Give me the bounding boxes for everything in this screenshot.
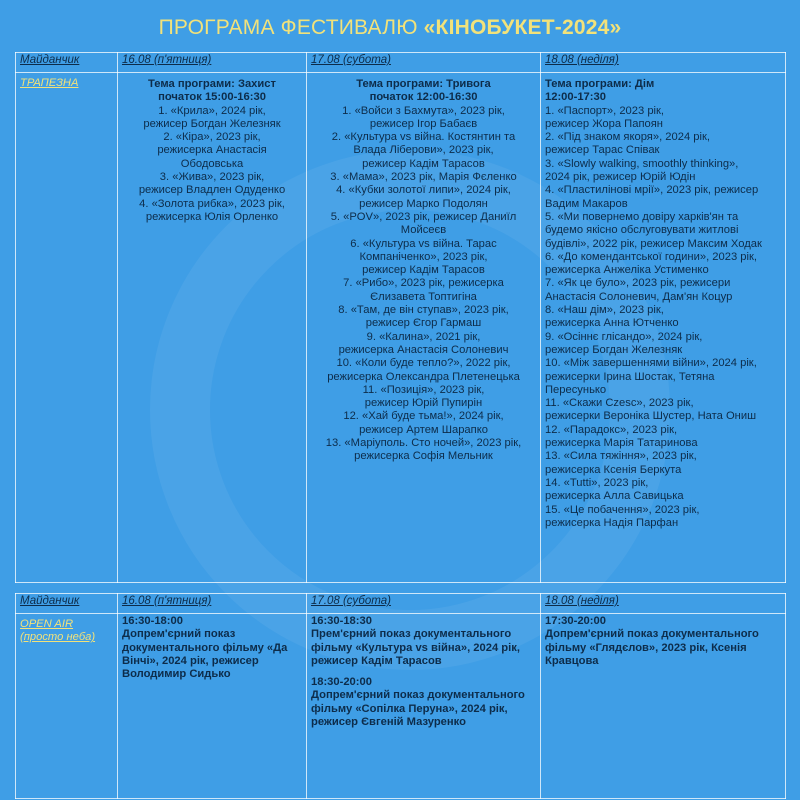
film-line: 7. «Як це було», 2023 рік, режисери	[545, 277, 731, 290]
film-line: режисерка Юлія Орленко	[145, 210, 279, 223]
film-line: Мойсеєв	[400, 224, 447, 237]
table-header-row	[16, 53, 786, 73]
film-line: режисер Кадім Тарасов	[362, 264, 485, 277]
program-table-open-air	[15, 593, 786, 799]
film-line: будівлі», 2022 рік, режисер Максим Ходак	[545, 237, 762, 250]
film-list	[545, 105, 781, 531]
film-line: 4. «Пластилінові мрії», 2023 рік, режисер	[545, 184, 759, 197]
day-header-17: 17.08 (субота)	[307, 53, 541, 73]
film-line: режисерки Ірина Шостак, Тетяна	[545, 370, 715, 383]
program-row	[16, 73, 786, 583]
day-header-18: 18.08 (неділя)	[541, 53, 786, 73]
film-line: режисерка Софія Мельник	[354, 450, 493, 463]
film-line: 2024 рік, режисер Юрій Юдін	[545, 171, 696, 184]
film-line: режисерка Ксенія Беркута	[545, 463, 682, 476]
film-line: Пересунько	[545, 383, 607, 396]
day-cell-18	[541, 73, 786, 583]
program-theme: Тема програми: Захист початок 15:00-16:30	[148, 78, 276, 104]
film-list	[311, 105, 536, 464]
film-line: 13. «Сила тяжіння», 2023 рік,	[545, 450, 697, 463]
film-line: 15. «Це побачення», 2023 рік,	[545, 503, 700, 516]
film-line: Вадим Макаров	[545, 197, 628, 210]
film-line: режисерка Марія Татаринова	[545, 437, 698, 450]
film-line: режисер Владлен Одуденко	[138, 184, 286, 197]
film-line: режисерка Анжеліка Устименко	[545, 264, 709, 277]
event-description: Прем'єрний показ документального фільму «Культура vs війна», 2024 рік, режисер Кадім Тарасов	[311, 628, 520, 667]
film-line: 10. «Коли буде тепло?», 2022 рік,	[336, 357, 511, 370]
venue-header: Майданчик	[16, 594, 118, 614]
film-line: 11. «Скажи Czesc», 2023 рік,	[545, 397, 694, 410]
event-time: 18:30-20:00	[311, 676, 372, 689]
film-line: режисерка Надія Парфан	[545, 516, 679, 529]
film-line: режисерки Вероніка Шустер, Ната Ониш	[545, 410, 757, 423]
day-header-17: 17.08 (субота)	[307, 594, 541, 614]
film-line: режисер Юрій Пупирін	[364, 397, 483, 410]
film-line: 12. «Хай буде тьма!», 2024 рік,	[343, 410, 504, 423]
venue-header: Майданчик	[16, 53, 118, 73]
program-table-trapezna	[15, 52, 786, 583]
program-theme: Тема програми: Тривога початок 12:00-16:30	[356, 78, 491, 104]
film-line: 12. «Парадокс», 2023 рік,	[545, 423, 678, 436]
film-line: 9. «Калина», 2021 рік,	[366, 330, 481, 343]
film-line: 1. «Войси з Бахмута», 2023 рік,	[342, 104, 505, 117]
film-line: 3. «Мама», 2023 рік, Марія Фєленко	[330, 171, 517, 184]
event-description: Допрем'єрний показ документального фільму «Да Вінчі», 2024 рік, режисер Володимир Сидько	[122, 628, 288, 681]
film-line: режисерка Алла Савицька	[545, 490, 684, 503]
film-line: 14. «Tutti», 2023 рік,	[545, 476, 649, 489]
day-header-16: 16.08 (п'ятниця)	[118, 53, 307, 73]
film-line: режисерка Анастасія	[157, 144, 267, 157]
film-line: режисер Богдан Железняк	[545, 343, 683, 356]
program-row	[16, 614, 786, 799]
film-line: 11. «Позиція», 2023 рік,	[362, 383, 485, 396]
film-line: режисерка Анастасія Солоневич	[338, 343, 509, 356]
film-line: 2. «Культура vs війна. Костянтин та	[331, 131, 516, 144]
film-line: 2. «Кіра», 2023 рік,	[163, 131, 261, 144]
film-line: режисер Жора Папоян	[545, 117, 663, 130]
film-line: 1. «Паспорт», 2023 рік,	[545, 104, 665, 117]
film-line: Компаніченко», 2023 рік,	[359, 250, 488, 263]
film-line: 13. «Маріуполь. Сто ночей», 2023 рік,	[325, 437, 522, 450]
event-time: 16:30-18:00	[122, 615, 183, 627]
event-time: 17:30-20:00	[545, 615, 606, 627]
film-line: режисер Марко Подолян	[359, 197, 488, 210]
venue-open-air[interactable]: OPEN AIR (просто неба)	[16, 614, 118, 799]
film-line: режисер Артем Шарапко	[359, 423, 488, 436]
day-cell-16	[118, 614, 307, 799]
film-list	[122, 105, 302, 225]
film-line: 7. «Рибо», 2023 рік, режисерка	[343, 277, 504, 290]
film-line: 8. «Там, де він ступав», 2023 рік,	[338, 304, 509, 317]
film-line: 4. «Кубки золотої липи», 2024 рік,	[336, 184, 511, 197]
venue-trapezna[interactable]: ТРАПЕЗНА	[16, 73, 118, 583]
day-cell-17	[307, 614, 541, 799]
film-line: 3. «Slowly walking, smoothly thinking»,	[545, 157, 739, 170]
film-line: будемо якісно обслуговувати житлові	[545, 224, 739, 237]
event-time: 16:30-18:30	[311, 615, 372, 627]
day-cell-17	[307, 73, 541, 583]
film-line: 6. «До комендантської години», 2023 рік,	[545, 250, 757, 263]
film-line: 6. «Культура vs війна. Тарас	[350, 237, 497, 250]
film-line: 8. «Наш дім», 2023 рік,	[545, 304, 664, 317]
film-line: 5. «POV», 2023 рік, режисер Даниїл	[330, 210, 517, 223]
film-line: 2. «Під знаком якоря», 2024 рік,	[545, 131, 710, 144]
film-line: 9. «Осіннє глісандо», 2024 рік,	[545, 330, 703, 343]
day-cell-18	[541, 614, 786, 799]
film-line: 3. «Жива», 2023 рік,	[159, 171, 265, 184]
film-line: 5. «Ми повернемо довіру харків'ян та	[545, 210, 739, 223]
film-line: режисер Тарас Співак	[545, 144, 660, 157]
film-line: Анастасія Солоневич, Дам'ян Коцур	[545, 290, 733, 303]
film-line: режисер Кадім Тарасов	[362, 157, 485, 170]
table-header-row	[16, 594, 786, 614]
film-line: режисерка Олександра Плетенецька	[327, 370, 520, 383]
day-header-18: 18.08 (неділя)	[541, 594, 786, 614]
film-line: режисер Богдан Железняк	[143, 117, 281, 130]
film-line: 10. «Між завершеннями війни», 2024 рік,	[545, 357, 757, 370]
film-line: 1. «Крила», 2024 рік,	[158, 104, 266, 117]
film-line: режисер Ігор Бабаєв	[369, 117, 478, 130]
film-line: режисер Єгор Гармаш	[365, 317, 482, 330]
film-line: Ободовська	[180, 157, 244, 170]
day-cell-16	[118, 73, 307, 583]
page-title: ПРОГРАМА ФЕСТИВАЛЮ «КІНОБУКЕТ-2024»	[158, 16, 622, 39]
event-description: Допрем'єрний показ документального фільму «Глядєлов», 2023 рік, Ксенія Кравцова	[545, 628, 759, 667]
event-description: Допрем'єрний показ документального фільму «Сопілка Перуна», 2024 рік, режисер Євгеній Мазуренко	[311, 689, 525, 729]
program-theme: Тема програми: Дім 12:00-17:30	[545, 78, 655, 104]
film-line: Влада Ліберови», 2023 рік,	[353, 144, 494, 157]
day-header-16: 16.08 (п'ятниця)	[118, 594, 307, 614]
film-line: 4. «Золота рибка», 2023 рік,	[139, 197, 285, 210]
film-line: Єлизавета Топтигіна	[370, 290, 477, 303]
film-line: режисерка Анна Ютченко	[545, 317, 679, 330]
